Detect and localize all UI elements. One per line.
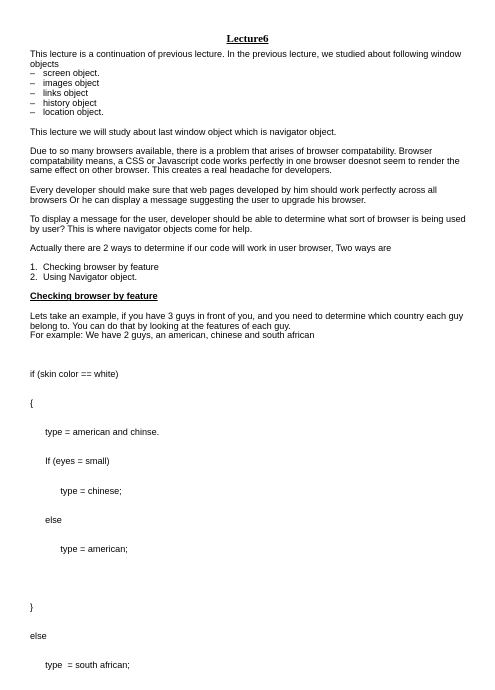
code-line <box>30 574 475 584</box>
code-line: else <box>30 631 47 642</box>
list-text: Checking browser by feature <box>43 262 159 273</box>
list-text: Using Navigator object. <box>43 272 138 283</box>
example-paragraph: Lets take an example, if you have 3 guys in front of you, and you need to determine which country each guy belong to. You can do that by looking at the features of each guy. <box>30 310 464 331</box>
code-line: type = chinese; <box>30 485 122 496</box>
list-number: 2. <box>30 272 38 283</box>
document-body <box>30 50 475 690</box>
section-heading: Checking browser by feature <box>30 291 158 302</box>
list-item: – images object <box>30 79 475 89</box>
display-paragraph: To display a message for the user, developer should be able to determine what sort of browser is being used by user? This is where navigator objects come for help. <box>30 213 466 234</box>
window-objects-list <box>30 69 475 118</box>
code-line: if (skin color == white) <box>30 369 119 380</box>
code-block <box>30 351 475 690</box>
for-example-paragraph: For example: We have 2 guys, an american, chinese and south african <box>30 330 315 341</box>
code-line: else <box>30 514 62 525</box>
list-number: 1. <box>30 262 38 273</box>
code-line: type = south african; <box>30 660 130 671</box>
list-item: – links object <box>30 89 475 99</box>
list-item: – location object. <box>30 108 475 118</box>
page-title: Lecture6 <box>226 33 269 45</box>
code-line: If (eyes = small) <box>30 456 110 467</box>
list-item: – screen object. <box>30 69 475 79</box>
list-item: – history object <box>30 99 475 109</box>
ways-paragraph: Actually there are 2 ways to determine if our code will work in user browser, Two ways are <box>30 242 392 253</box>
code-line: type = american and chinse. <box>30 427 160 438</box>
code-line: { <box>30 398 34 409</box>
ways-list <box>30 263 475 282</box>
code-line: } <box>30 601 34 612</box>
developer-paragraph: Every developer should make sure that web pages developed by him should work perfectly across all browsers Or he can display a message suggesting the user to upgrade his browser. <box>30 184 437 205</box>
navigator-paragraph: This lecture we will study about last window object which is navigator object. <box>30 126 337 137</box>
code-line: type = american; <box>30 543 128 554</box>
list-item <box>30 273 475 283</box>
intro-paragraph: This lecture is a continuation of previous lecture. In the previous lecture, we studied about following window objects <box>30 49 462 69</box>
browsers-paragraph: Due to so many browsers available, there is a problem that arises of browser compatability. Browser compatability means, a CSS or Javascript code works perfectly in one browser doesnot seem to render the same effect on other browser. This creates a real headache for developers. <box>30 146 460 176</box>
